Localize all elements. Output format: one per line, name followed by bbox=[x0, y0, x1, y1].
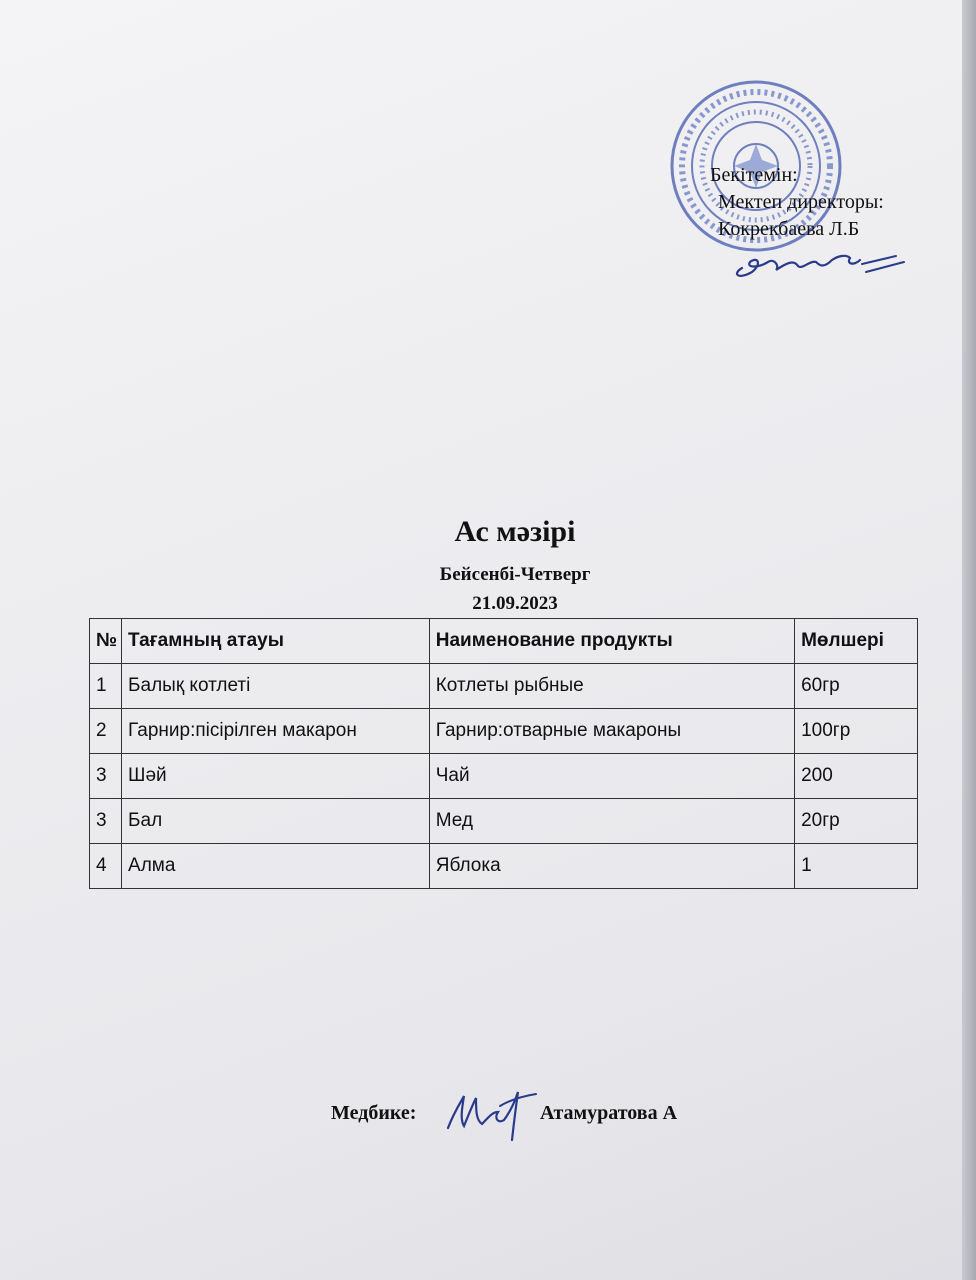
dish-kz: Гарнир:пісірілген макарон bbox=[122, 709, 430, 754]
dish-amount: 100гр bbox=[795, 709, 918, 754]
dish-amount: 1 bbox=[795, 844, 918, 889]
approval-name: Кокрекбаева Л.Б bbox=[718, 218, 860, 240]
row-number: 4 bbox=[90, 844, 122, 889]
row-number: 3 bbox=[90, 754, 122, 799]
table-row bbox=[90, 754, 918, 799]
table-header-row bbox=[90, 619, 918, 664]
dish-ru: Котлеты рыбные bbox=[429, 664, 794, 709]
nurse-name: Атамуратова А bbox=[540, 1102, 678, 1124]
page-subtitle: Бейсенбі-Четверг bbox=[439, 564, 591, 585]
page-title: Ас мәзірі bbox=[454, 515, 576, 548]
row-number: 1 bbox=[90, 664, 122, 709]
table-row bbox=[90, 664, 918, 709]
dish-kz: Шәй bbox=[122, 754, 430, 799]
director-signature bbox=[728, 244, 908, 284]
menu-date: 21.09.2023 bbox=[472, 593, 558, 614]
nurse-label: Медбике: bbox=[331, 1102, 417, 1124]
dish-amount: 200 bbox=[795, 754, 918, 799]
header-number: № bbox=[90, 619, 122, 664]
dish-ru: Мед bbox=[429, 799, 794, 844]
page-edge bbox=[962, 0, 976, 1280]
dish-amount: 20гр bbox=[795, 799, 918, 844]
nurse-signature bbox=[440, 1082, 540, 1144]
dish-kz: Бал bbox=[122, 799, 430, 844]
table-row bbox=[90, 799, 918, 844]
dish-ru: Яблока bbox=[429, 844, 794, 889]
approval-block bbox=[706, 162, 884, 243]
row-number: 2 bbox=[90, 709, 122, 754]
dish-kz: Балық котлеті bbox=[122, 664, 430, 709]
approval-position: Мектеп директоры: bbox=[718, 191, 884, 213]
header-dish-kz: Тағамның атауы bbox=[122, 619, 430, 664]
table-row bbox=[90, 844, 918, 889]
dish-amount: 60гр bbox=[795, 664, 918, 709]
approval-title: Бекітемін: bbox=[710, 164, 798, 186]
dish-ru: Гарнир:отварные макароны bbox=[429, 709, 794, 754]
dish-ru: Чай bbox=[429, 754, 794, 799]
header-amount: Мөлшері bbox=[795, 619, 918, 664]
row-number: 3 bbox=[90, 799, 122, 844]
table-row bbox=[90, 709, 918, 754]
menu-table bbox=[89, 618, 918, 889]
dish-kz: Алма bbox=[122, 844, 430, 889]
header-dish-ru: Наименование продукты bbox=[429, 619, 794, 664]
